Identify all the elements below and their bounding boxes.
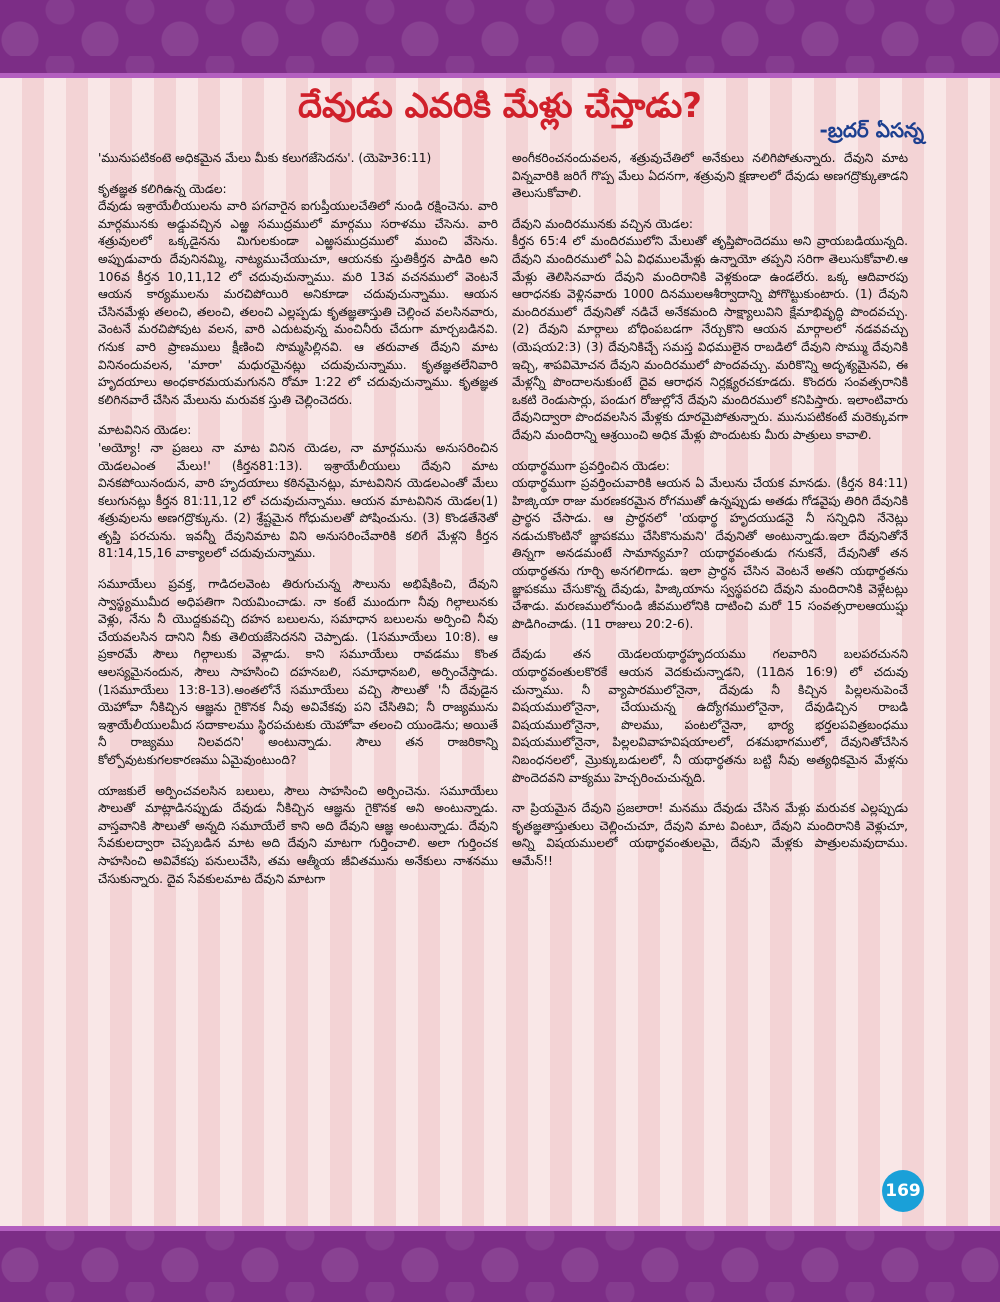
section-gratitude	[98, 181, 498, 410]
section-priests-paragraph: యాజకులే అర్పించవలసిన బలులు, సౌలు సాహసించి అర్పించెను. సమూయేలు సౌలుతో మాట్లాడినప్పుడు దేవుడు నీకిచ్చిన ఆజ్ఞను గైకొనక అని అంటున్నాడు. వాస్తవానికి సౌలుతో అన్నది సమూయేలే కాని అది దేవుని ఆజ్ఞ అంటున్నాడు. దేవుని సేవకులద్వారా చెప్పబడిన మాట అది దేవుని మాటగా గుర్తించాలి. అలా గుర్తించక సాహసించి అవివేకపు పనులుచేసి, తమ ఆత్మీయ జీవితమును అనేకులు నాశనము చేసుకున్నారు. దైవ సేవకులమాట దేవుని మాటగా	[98, 783, 498, 886]
article-title: దేవుడు ఎవరికి మేళ్లు చేస్తాడు?	[297, 86, 702, 126]
page-number-badge: 169	[882, 1170, 924, 1212]
section-heading: కృతజ్ఞత కలిగిఉన్న యెడల:	[98, 181, 227, 196]
section-heading: మాటవినిన యెడల:	[98, 423, 192, 438]
section-church	[512, 216, 908, 445]
section-saul-paragraph: సమూయేలు ప్రవక్త, గాడిదలవెంట తిరుగుచున్న సౌలును అభిషేకించి, దేవుని స్వాస్థ్యముమీద అధిపతిగా నియమించాడు. నా కంటే ముందుగా నీవు గిల్గాలునకు వెళ్లు, నేను నీ యొద్దకువచ్చి దహన బలులను, సమాధాన బలులను అర్పించి నీవు చేయవలసిన దానిని నీకు తెలియజేసెదనని చెప్పాడు. (1సమూయేలు 10:8). ఆ ప్రకారమే సౌలు గిల్గాలుకు వెళ్లాడు. కాని సమూయేలు రావడము కొంత ఆలస్యమైనందున, సౌలు సాహసించి దహనబలి, సమాధానబలి, అర్పించేస్తాడు. (1సమూయేలు 13:8-13).అంతలోనే సమూయేలు వచ్చి సౌలుతో 'నీ దేవుడైన యెహోవా నీకిచ్చిన ఆజ్ఞను గైకొనక నీవు అవివేకవు పని చేసితివి; నీ రాజ్యమును ఇశ్రాయేలీయులమీద సదాకాలము స్థిరపచుటకు యెహోవా తలంచి యుండెను; అయితే నీ రాజ్యము నిలవదని' అంటున్నాడు. సౌలు తన రాజరికాన్ని కోల్పోవుటకుగలకారణము ఏమైవుంటుంది?	[98, 577, 498, 767]
section-heading: యథార్థముగా ప్రవర్తించిన యెడల:	[512, 458, 670, 473]
section-upright-heart-paragraph: దేవుడు తన యెడలయథార్థహృదయము గలవారిని బలపరచునని యథార్థవంతులకొరకే ఆయన వెదకుచున్నాడని, (11దిన 16:9) లో చదువు చున్నాము. నీ వ్యాపారములోనైనా, దేవుడు నీ కిచ్చిన పిల్లలనుపెంచే విషయములోనైనా, చేయుచున్న ఉద్యోగములోనైనా, దేవుడిచ్చిన రాబడి విషయములోనైనా, పొలము, పంటలోనైనా, భార్య భర్తలపవిత్రబంధము విషయములోనైనా, పిల్లలవివాహవిషయాలలో, దశమభాగములో, దేవునితోచేసిన నిబంధనలలో, మ్రొక్కుబడులలో, నీ యథార్థతను బట్టి నీవు అత్యధికమైన మేళ్లను పొందెదవని వాక్యము హెచ్చరించుచున్నది.	[512, 647, 908, 785]
intro-quote: 'మునుపటికంటె అధికమైన మేలు మీకు కలుగజేసెదను'. (యెహె36:11)	[98, 151, 432, 165]
closing-paragraph: నా ప్రియమైన దేవుని ప్రజలారా! మనము దేవుడు చేసిన మేళ్లు మరువక ఎల్లప్పుడు కృతజ్ఞతాస్తుతులు చెల్లించుచూ, దేవుని మాట వింటూ, దేవుని మందిరానికి వెళ్లుచూ, అన్ని విషయములలో యథార్థవంతులమై, దేవుని మేళ్లకు పాత్రులమవుదాము. ఆమేన్!!	[512, 801, 908, 868]
top-decorative-band	[0, 0, 1000, 78]
continued-paragraph: అంగీకరించనందువలన, శత్రువుచేతిలో అనేకులు నలిగిపోతున్నారు. దేవుని మాట విన్నవారికి జరిగే గొప్ప మేలు ఏదనగా, శత్రువుని క్షణాలలో దేవుడు అణగద్రొక్కుతాడని తెలుసుకోవాలి.	[512, 151, 908, 201]
section-uprightness	[512, 458, 908, 634]
section-paragraph: యథార్థముగా ప్రవర్తించువారికి ఆయన ఏ మేలును చేయక మానడు. (కీర్తన 84:11) హిజ్కియా రాజు మరణకరమైన రోగముతో ఉన్నప్పుడు అతడు గోడవైపు తిరిగి దేవునికి ప్రార్థన చేసాడు. ఆ ప్రార్థనలో 'యథార్థ హృదయుడనై నీ సన్నిధిని నేనెట్లు నడుచుకొంటినో జ్ఞాపకము చేసికొనుమని' దేవునితో అంటున్నాడు.ఇలా దేవునితోనే తిన్నగా అనడమంటే సామాన్యమా? యథార్థవంతుడు గనుకనే, దేవునితో తన యథార్థతను గూర్చి అనగలిగాడు. ఇలా ప్రార్థన చేసిన వెంటనే అతని యథార్థతను జ్ఞాపకము చేసుకొన్న దేవుడు, హిజ్కియాను స్వస్థపరచి దేవుని మందిరానికి వెళ్లేటట్లు చేశాడు. మరణములోనుండి జీవములోనికి దాటించి మరో 15 సంవత్సరాలఆయుష్షు పొడిగించాడు. (11 రాజులు 20:2-6).	[512, 476, 908, 631]
section-paragraph: 'అయ్యో! నా ప్రజలు నా మాట వినిన యెడల, నా మార్గమును అనుసరించిన యెడలఎంత మేలు!' (కీర్తన81:13). ఇశ్రాయేలీయులు దేవుని మాట వినకపోయినందున, వారి హృదయాలు కఠినమైనట్లు, మాటవినిన యెడలఎంతో మేలు కలుగునట్లు కీర్తన 81:11,12 లో చదువుచున్నాము. ఆయన మాటవినిన యెడల(1) శత్రువులను అణగద్రొక్కును. (2) శ్రేష్టమైన గోధుమలతో పోషించును. (3) కొండతేనెతో తృప్తి పరచును. ఇవన్నీ దేవునిమాట విని అనుసరించేవారికి కలిగే మేళ్లని కీర్తన 81:14,15,16 వాక్యాలలో చదువుచున్నాము.	[98, 440, 498, 561]
section-paragraph: కీర్తన 65:4 లో మందిరములోని మేలుతో తృప్తిపొందెదము అని వ్రాయబడియున్నది. దేవుని మందిరములో ఏఏ విధములమేళ్లు ఉన్నాయో తప్పని సరిగా తెలుసుకోవాలి.ఆ మేళ్లు తెలిసినవారు దేవుని మందిరానికి వెళ్లకుండా ఉండలేరు. ఒక్క ఆదివారపు ఆరాధనకు వెళ్లినవారు 1000 దినములఆశీర్వాదాన్ని పోగొట్టుకుంటారు. (1) దేవుని మందిరములో దేవునితో నడిచే అనేకమంది సాక్ష్యాలువిని క్షేమాభివృద్ధి పొందవచ్చు. (2) దేవుని మార్గాలు బోధింపబడగా నేర్చుకొని ఆయన మార్గాలలో నడవవచ్చు (యెషయ2:3) (3) దేవునికిచ్చే సమస్త విధములైన రాబడిలో దేవుని సొమ్ము దేవునికి ఇచ్చి, శాపవిమోచన దేవుని మందిరములో పొందవచ్చు. మరికొన్ని అదృశ్యమైనవి, ఈ మేళ్లన్నీ పొందాలనుకుంటే దైవ ఆరాధన నిర్లక్ష్యరచకూడదు. కొందరు సంవత్సరానికి ఒకటి రెండుసార్లు, పండుగ రోజుల్లోనే దేవుని మందిరములో కనిపిస్తారు. ఇలాంటివారు దేవునిద్వారా పొందవలసిన మేళ్లకు దూరమైపోతున్నారు. మునుపటికంటే మరెక్కువగా దేవుని మందిరాన్ని ఆశ్రయించి అధిక మేళ్లు పొందుటకు మీరు పాత్రులు కావాలి.	[512, 234, 908, 442]
section-obedience	[98, 422, 498, 563]
right-column	[512, 150, 908, 1166]
author-byline: -బ్రదర్ ఏసన్న	[819, 118, 924, 142]
left-column	[98, 150, 498, 1166]
section-heading: దేవుని మందిరమునకు వచ్చిన యెడల:	[512, 216, 693, 231]
bottom-decorative-band	[0, 1226, 1000, 1302]
section-paragraph: దేవుడు ఇశ్రాయేలీయులను వారి పగవారైన ఐగుప్తీయులచేతిలో నుండి రక్షించెను. వారి మార్గమునకు అడ్డువచ్చిన ఎఱ్ఱ సముద్రములో మార్గము సరాళము చేసెను. వారి శత్రువులలో ఒక్కడైనను మిగులకుండా ఎఱ్ఱసముద్రములో ముంచి వేసెను. అప్పుడువారు దేవునినమ్మి, నాట్యముచేయుచూ, ఆయనకు స్తుతికీర్తన పాడిరి అని 106వ కీర్తన 10,11,12 లో చదువుచున్నాము. మరి 13వ వచనములో వెంటనే ఆయన కార్యములను మరచిపోయిరి అనికూడా చదువుచున్నాము. ఆయన చేసినమేళ్లు తలంచి, తలంచి, తలంచి ఎల్లప్పడు కృతజ్ఞతాస్తుతి చెల్లించ వలసినవారు, వెంటనే మరచిపోవుట వలన, వారి ఎదుటవున్న మంచినీరు చేదుగా మార్చబడినవి. గనుక వారి ప్రాణములు క్షీణించి సొమ్మసిల్లినవి. ఆ తరువాత దేవుని మాట వినినందువలన, 'మారా' మధురమైనట్లు చదువుచున్నాము. కృతజ్ఞతలేనివారి హృదయాలు అంధకారమయమగునని రోమా 1:22 లో చదువుచున్నాము. కృతజ్ఞత కలిగినవారే చేసిన మేలును మరువక స్తుతి చెల్లించెదరు.	[98, 199, 498, 407]
